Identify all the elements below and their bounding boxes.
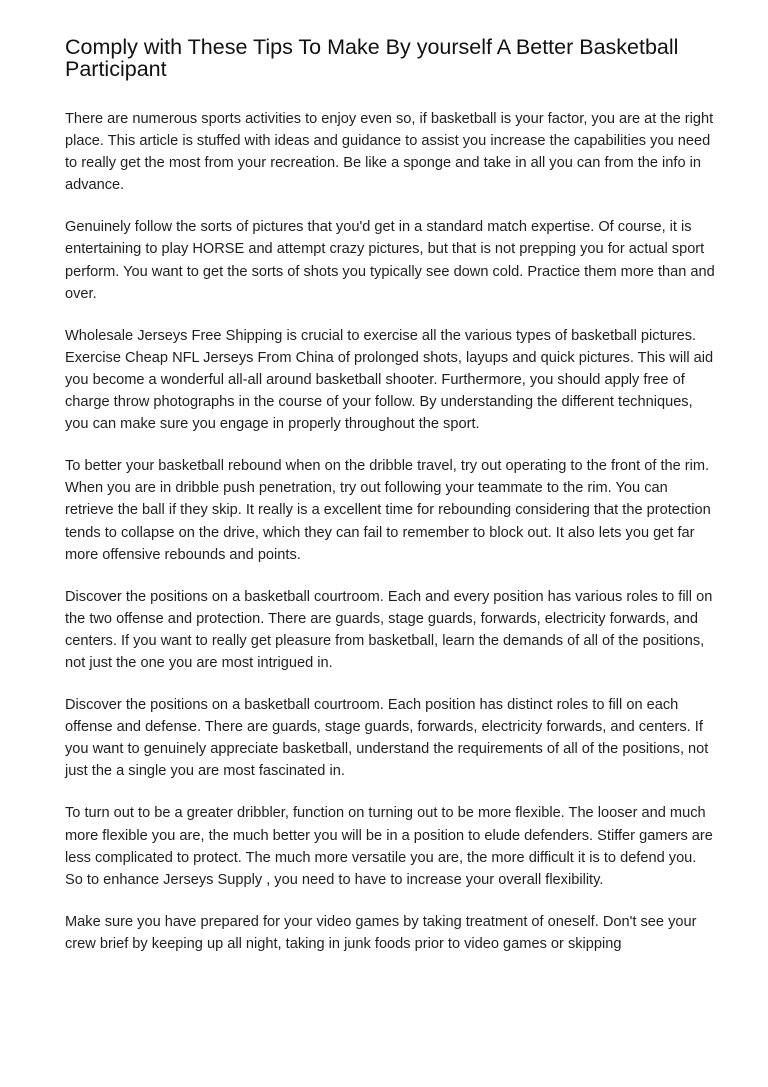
paragraph: To better your basketball rebound when on the dribble travel, try out operating to the front of the rim. When you are in dribble push penetration, try out following your teammate to the rim. You can retrieve the ball if they skip. It really is a excellent time for rebounding considering that the protection tends to collapse on the drive, which they can fail to remember to block out. It also lets you get far more offensive rebounds and points. [65,458,711,563]
paragraph: There are numerous sports activities to enjoy even so, if basketball is your factor, you are at the right place. This article is stuffed with ideas and guidance to assist you increase the capabilities you need to really get the most from your recreation. Be like a sponge and take in all you can from the info in advance. [65,111,714,194]
paragraph: Wholesale Jerseys Free Shipping is crucial to exercise all the various types of basketball pictures. Exercise Cheap NFL Jerseys From China of prolonged shots, layups and quick pictures. This will aid you become a wonderful all-all around basketball shooter. Furthermore, you should apply free of charge throw photographs in the course of your follow. By understanding the different techniques, you can make sure you engage in properly throughout the sport. [65,327,714,433]
paragraph: Discover the positions on a basketball courtroom. Each and every position has various roles to fill on the two offense and protection. There are guards, stage guards, forwards, electricity forwards, and centers. If you want to really get pleasure from basketball, learn the demands of all of the positions, not just the one you are most intrigued in. [65,588,713,671]
document-body [65,108,715,975]
paragraph: To turn out to be a greater dribbler, function on turning out to be more flexible. The looser and much more flexible you are, the much better you will be in a position to elude defenders. Stiffer gamers are less complicated to protect. The much more versatile you are, the more difficult it is to defend you. So to enhance Jerseys Supply , you need to have to increase your overall flexibility. [65,805,713,888]
document-title: Comply with These Tips To Make By yourself A Better Basketball Participant [65,35,679,81]
paragraph: Discover the positions on a basketball courtroom. Each position has distinct roles to fill on each offense and defense. There are guards, stage guards, forwards, electricity forwards, and centers. If you want to genuinely appreciate basketball, understand the requirements of all of the positions, not just the a single you are most fascinated in. [65,697,709,780]
paragraph: Make sure you have prepared for your video games by taking treatment of oneself. Don't see your crew brief by keeping up all night, taking in junk foods prior to video games or skipping [65,913,697,952]
paragraph: Genuinely follow the sorts of pictures that you'd get in a standard match expertise. Of course, it is entertaining to play HORSE and attempt crazy pictures, but that is not prepping you for actual sport perform. You want to get the sorts of shots you typically see down cold. Practice them more than and over. [65,219,715,302]
